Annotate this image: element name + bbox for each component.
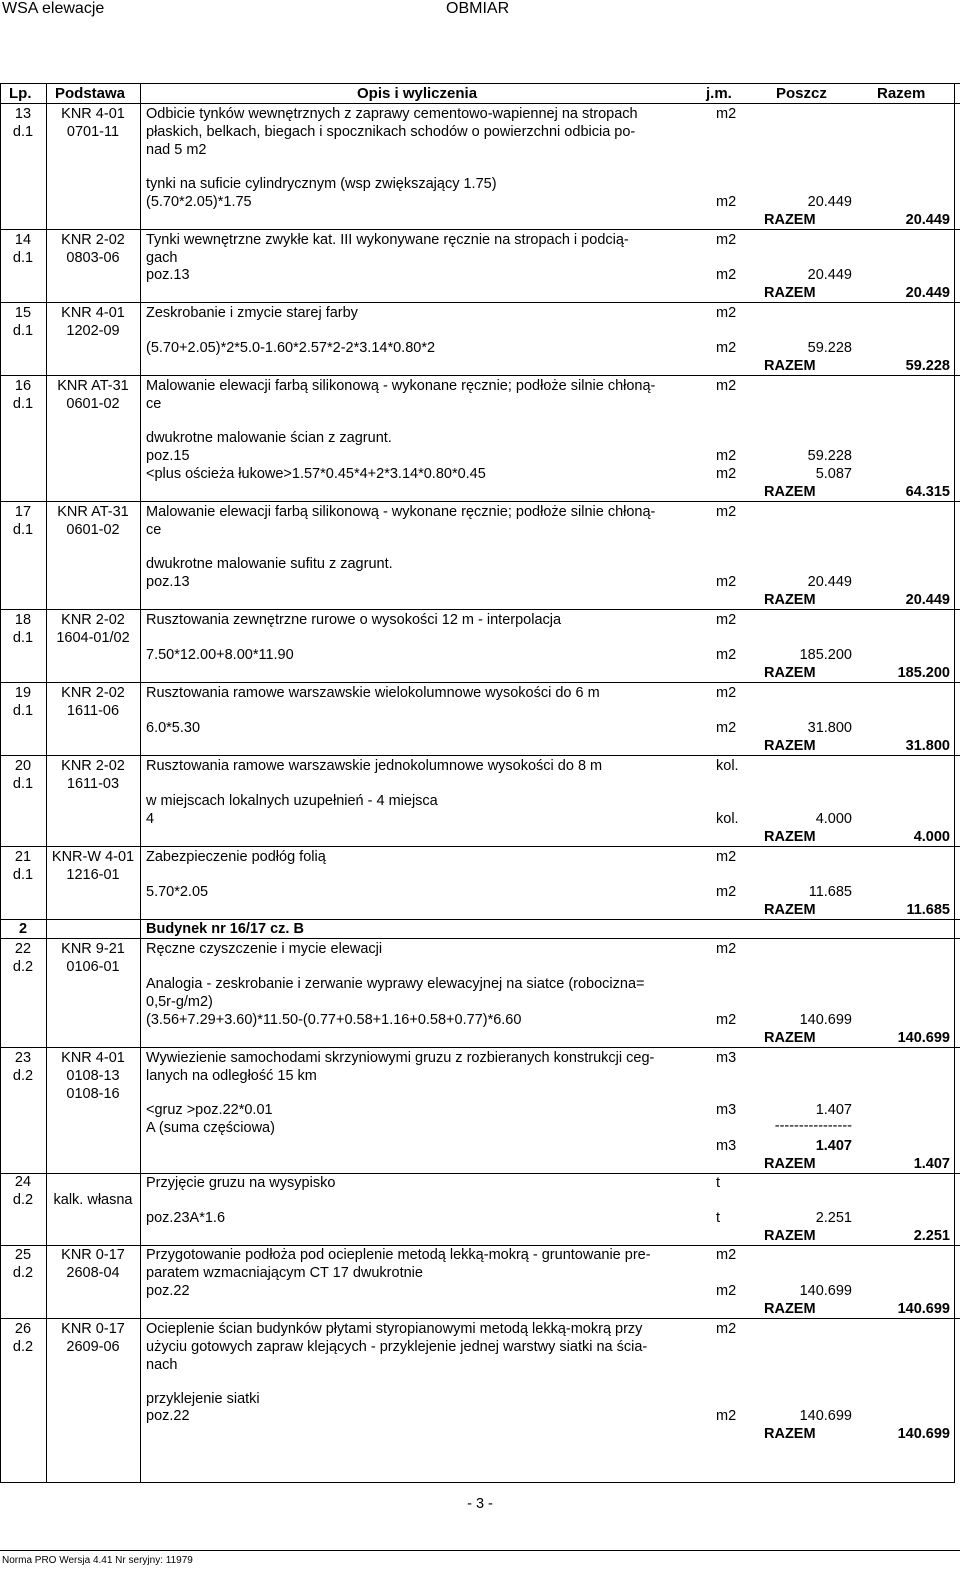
row-separator <box>0 501 960 502</box>
row-division: d.1 <box>12 396 34 412</box>
razem-value: 11.685 <box>906 902 950 918</box>
razem-label: RAZEM <box>764 285 816 301</box>
row-unit: m2 <box>716 106 737 122</box>
row-separator <box>0 1173 960 1174</box>
row-description: Zabezpieczenie podłóg folią <box>146 849 326 865</box>
razem-label: RAZEM <box>764 665 816 681</box>
row-basis-number: 2608-04 <box>66 1265 120 1281</box>
calc-formula: <plus ościeża łukowe>1.57*0.45*4+2*3.14*0.80*0.45 <box>146 466 486 482</box>
page-number: - 3 - <box>467 1496 493 1512</box>
calc-value: 4.000 <box>815 811 852 827</box>
row-basis-code: KNR 9-21 <box>61 941 125 957</box>
row-description: ce <box>146 396 162 412</box>
calc-formula: poz.22 <box>146 1408 190 1424</box>
document-title: OBMIAR <box>446 0 510 17</box>
section-title: Budynek nr 16/17 cz. B <box>146 921 304 937</box>
calc-formula: poz.22 <box>146 1283 190 1299</box>
partial-sum-label: A (suma częściowa) <box>146 1120 275 1136</box>
razem-value: 4.000 <box>913 829 950 845</box>
calc-unit: m2 <box>716 720 737 736</box>
row-lp: 24 <box>14 1174 32 1190</box>
row-description: lanych na odległość 15 km <box>146 1068 317 1084</box>
col-header-poszcz: Poszcz <box>776 85 827 102</box>
razem-value: 20.449 <box>905 285 950 301</box>
row-separator <box>0 609 960 610</box>
calc-unit: m2 <box>716 1408 737 1424</box>
row-unit: m2 <box>716 685 737 701</box>
row-basis-code: kalk. własna <box>53 1192 133 1208</box>
row-division: d.1 <box>12 630 34 646</box>
calc-note: Analogia - zeskrobanie i zerwanie wyprawy elewacyjnej na siatce (robocizna= <box>146 976 645 992</box>
calc-formula: <gruz >poz.22*0.01 <box>146 1102 273 1118</box>
razem-label: RAZEM <box>764 1156 816 1172</box>
row-description: gach <box>146 250 178 266</box>
calc-unit: t <box>716 1210 721 1226</box>
calc-value: 59.228 <box>807 340 852 356</box>
calc-note: przyklejenie siatki <box>146 1391 260 1407</box>
col-header-razem: Razem <box>877 85 926 102</box>
calc-value: 31.800 <box>807 720 852 736</box>
calc-formula: 6.0*5.30 <box>146 720 201 736</box>
row-basis-code: KNR 2-02 <box>61 232 125 248</box>
row-unit: m2 <box>716 941 737 957</box>
partial-sum-value: 1.407 <box>815 1138 852 1154</box>
calc-value: 20.449 <box>807 194 852 210</box>
row-basis-number: 0108-13 <box>66 1068 120 1084</box>
row-separator <box>0 1318 960 1319</box>
row-basis-code: KNR 2-02 <box>61 685 125 701</box>
calc-unit: m2 <box>716 194 737 210</box>
calc-formula: (3.56+7.29+3.60)*11.50-(0.77+0.58+1.16+0.58+0.77)*6.60 <box>146 1012 522 1028</box>
calc-unit: m2 <box>716 1283 737 1299</box>
row-unit: m2 <box>716 378 737 394</box>
row-basis-code: KNR-W 4-01 <box>51 849 135 865</box>
calc-value: 20.449 <box>807 267 852 283</box>
calc-unit: m2 <box>716 574 737 590</box>
row-lp: 21 <box>14 849 32 865</box>
row-lp: 18 <box>14 612 32 628</box>
row-lp: 13 <box>14 106 32 122</box>
calc-unit: m2 <box>716 647 737 663</box>
row-unit: m2 <box>716 232 737 248</box>
calc-unit: m2 <box>716 1012 737 1028</box>
row-description: paratem wzmacniającym CT 17 dwukrotnie <box>146 1265 423 1281</box>
row-description: Odbicie tynków wewnętrznych z zaprawy cementowo-wapiennej na stropach <box>146 106 638 122</box>
razem-label: RAZEM <box>764 212 816 228</box>
calc-value: 5.087 <box>815 466 852 482</box>
row-division: d.1 <box>12 703 34 719</box>
row-description: ce <box>146 522 162 538</box>
row-division: d.2 <box>12 1192 34 1208</box>
calc-formula: poz.13 <box>146 574 190 590</box>
razem-label: RAZEM <box>764 592 816 608</box>
row-separator <box>0 1047 960 1048</box>
razem-label: RAZEM <box>764 1228 816 1244</box>
row-division: d.1 <box>12 522 34 538</box>
calc-formula: poz.13 <box>146 267 190 283</box>
row-lp: 20 <box>14 758 32 774</box>
razem-label: RAZEM <box>764 829 816 845</box>
razem-label: RAZEM <box>764 1030 816 1046</box>
table-header-border <box>0 103 960 104</box>
col-header-opis: Opis i wyliczenia <box>357 85 478 102</box>
row-description: płaskich, belkach, biegach i spocznikach schodów o powierzchni odbicia po- <box>146 124 636 140</box>
row-division: d.1 <box>12 776 34 792</box>
calc-note: 0,5r-g/m2) <box>146 994 213 1010</box>
row-unit: t <box>716 1175 721 1191</box>
app-title: WSA elewacje <box>2 0 105 17</box>
calc-note: tynki na suficie cylindrycznym (wsp zwiększający 1.75) <box>146 176 497 192</box>
razem-value: 20.449 <box>905 592 950 608</box>
row-lp: 22 <box>14 941 32 957</box>
row-unit: m2 <box>716 504 737 520</box>
razem-label: RAZEM <box>764 358 816 374</box>
row-basis-number: 1216-01 <box>66 867 120 883</box>
row-description: nad 5 m2 <box>146 142 207 158</box>
row-description: Przygotowanie podłoża pod ocieplenie metodą lekką-mokrą - gruntowanie pre- <box>146 1247 651 1263</box>
razem-label: RAZEM <box>764 484 816 500</box>
row-unit: m2 <box>716 1321 737 1337</box>
footer-divider <box>0 1550 960 1551</box>
calc-formula: poz.23A*1.6 <box>146 1210 226 1226</box>
row-description: Malowanie elewacji farbą silikonową - wykonane ręcznie; podłoże silnie chłoną- <box>146 378 656 394</box>
row-basis-code: KNR 0-17 <box>61 1247 125 1263</box>
calc-unit: m2 <box>716 884 737 900</box>
row-lp: 25 <box>14 1247 32 1263</box>
calc-unit: kol. <box>716 811 739 827</box>
row-separator <box>0 375 960 376</box>
calc-value: 140.699 <box>799 1283 852 1299</box>
calc-value: 1.407 <box>815 1102 852 1118</box>
calc-value: 185.200 <box>799 647 852 663</box>
row-division: d.1 <box>12 867 34 883</box>
row-basis-number: 1604-01/02 <box>56 630 130 646</box>
row-division: d.1 <box>12 323 34 339</box>
calc-unit: m2 <box>716 466 737 482</box>
row-basis-code: KNR 4-01 <box>61 305 125 321</box>
row-separator <box>0 682 960 683</box>
row-division: d.2 <box>12 1068 34 1084</box>
row-description: Rusztowania ramowe warszawskie wielokolumnowe wysokości do 6 m <box>146 685 600 701</box>
row-division: d.2 <box>12 959 34 975</box>
calc-unit: m3 <box>716 1138 737 1154</box>
row-description: Wywiezienie samochodami skrzyniowymi gruzu z rozbieranych konstrukcji ceg- <box>146 1050 655 1066</box>
calc-note: w miejscach lokalnych uzupełnień - 4 miejsca <box>146 793 438 809</box>
row-separator <box>0 229 960 230</box>
calc-value: 59.228 <box>807 448 852 464</box>
row-basis-number: 1611-06 <box>66 703 120 719</box>
row-description: użyciu gotowych zapraw klejących - przyklejenie jednej warstwy siatki na ścia- <box>146 1339 648 1355</box>
calc-value: 11.685 <box>808 884 852 900</box>
row-description: nach <box>146 1357 178 1373</box>
row-lp: 23 <box>14 1050 32 1066</box>
table-right-border <box>954 83 955 1483</box>
row-unit: m2 <box>716 305 737 321</box>
razem-label: RAZEM <box>764 1301 816 1317</box>
razem-value: 1.407 <box>913 1156 950 1172</box>
calc-note: dwukrotne malowanie sufitu z zagrunt. <box>146 556 393 572</box>
row-separator <box>0 1245 960 1246</box>
razem-value: 64.315 <box>905 484 950 500</box>
row-description: Ręczne czyszczenie i mycie elewacji <box>146 941 383 957</box>
row-lp: 16 <box>14 378 32 394</box>
table-top-border <box>0 83 960 84</box>
section-number: 2 <box>18 921 28 937</box>
row-basis-number: 0601-02 <box>66 396 120 412</box>
row-basis-code: KNR 2-02 <box>61 612 125 628</box>
calc-unit: m2 <box>716 448 737 464</box>
col-divider-2 <box>140 83 141 1483</box>
row-description: Tynki wewnętrzne zwykłe kat. III wykonywane ręcznie na stropach i podcią- <box>146 232 629 248</box>
razem-label: RAZEM <box>764 1426 816 1442</box>
row-lp: 19 <box>14 685 32 701</box>
row-unit: m2 <box>716 612 737 628</box>
col-header-jm: j.m. <box>706 85 732 102</box>
razem-value: 140.699 <box>897 1030 950 1046</box>
razem-label: RAZEM <box>764 738 816 754</box>
row-separator <box>0 919 960 920</box>
row-separator <box>0 755 960 756</box>
calc-formula: (5.70+2.05)*2*5.0-1.60*2.57*2-2*3.14*0.80*2 <box>146 340 436 356</box>
row-basis-number: 0601-02 <box>66 522 120 538</box>
row-basis-number: 0108-16 <box>66 1086 120 1102</box>
row-basis-number: 2609-06 <box>66 1339 120 1355</box>
col-header-lp: Lp. <box>9 85 32 102</box>
row-basis-code: KNR 4-01 <box>61 106 125 122</box>
calc-formula: 4 <box>146 811 155 827</box>
row-lp: 14 <box>14 232 32 248</box>
calc-value: 140.699 <box>799 1012 852 1028</box>
row-basis-code: KNR AT-31 <box>57 504 129 520</box>
calc-value: 2.251 <box>815 1210 852 1226</box>
calc-unit: m2 <box>716 340 737 356</box>
row-description: Malowanie elewacji farbą silikonową - wykonane ręcznie; podłoże silnie chłoną- <box>146 504 656 520</box>
razem-value: 59.228 <box>905 358 950 374</box>
row-description: Ocieplenie ścian budynków płytami styropianowymi metodą lekką-mokrą przy <box>146 1321 643 1337</box>
row-basis-code: KNR 0-17 <box>61 1321 125 1337</box>
row-division: d.2 <box>12 1339 34 1355</box>
razem-value: 140.699 <box>897 1301 950 1317</box>
row-basis-code: KNR 4-01 <box>61 1050 125 1066</box>
razem-value: 2.251 <box>913 1228 950 1244</box>
row-basis-code: KNR 2-02 <box>61 758 125 774</box>
row-basis-number: 0803-06 <box>66 250 120 266</box>
row-separator <box>0 846 960 847</box>
calc-unit: m2 <box>716 267 737 283</box>
row-unit: m3 <box>716 1050 737 1066</box>
row-division: d.1 <box>12 124 34 140</box>
calc-formula: 7.50*12.00+8.00*11.90 <box>146 647 294 663</box>
row-unit: m2 <box>716 1247 737 1263</box>
calc-formula: (5.70*2.05)*1.75 <box>146 194 252 210</box>
footer-software-info: Norma PRO Wersja 4.41 Nr seryjny: 11979 <box>2 1555 193 1566</box>
row-basis-number: 0701-11 <box>66 124 120 140</box>
row-description: Rusztowania zewnętrzne rurowe o wysokości 12 m - interpolacja <box>146 612 562 628</box>
calc-unit: m3 <box>716 1102 737 1118</box>
row-basis-number: 0106-01 <box>66 959 120 975</box>
row-basis-code: KNR AT-31 <box>57 378 129 394</box>
row-lp: 15 <box>14 305 32 321</box>
calc-value: 20.449 <box>807 574 852 590</box>
row-separator <box>0 938 960 939</box>
row-description: Zeskrobanie i zmycie starej farby <box>146 305 358 321</box>
razem-value: 20.449 <box>905 212 950 228</box>
calc-formula: 5.70*2.05 <box>146 884 209 900</box>
partial-sum-divider: ---------------- <box>774 1118 852 1134</box>
row-separator <box>0 302 960 303</box>
razem-value: 185.200 <box>897 665 950 681</box>
row-lp: 17 <box>14 504 32 520</box>
row-division: d.2 <box>12 1265 34 1281</box>
calc-value: 140.699 <box>799 1408 852 1424</box>
razem-value: 31.800 <box>905 738 950 754</box>
calc-note: dwukrotne malowanie ścian z zagrunt. <box>146 430 392 446</box>
row-unit: m2 <box>716 849 737 865</box>
row-division: d.1 <box>12 250 34 266</box>
row-basis-number: 1202-09 <box>66 323 120 339</box>
col-header-podstawa: Podstawa <box>55 85 126 102</box>
row-description: Rusztowania ramowe warszawskie jednokolumnowe wysokości do 8 m <box>146 758 603 774</box>
row-description: Przyjęcie gruzu na wysypisko <box>146 1175 336 1191</box>
table-bottom-border <box>0 1482 955 1483</box>
razem-value: 140.699 <box>897 1426 950 1442</box>
row-lp: 26 <box>14 1321 32 1337</box>
calc-formula: poz.15 <box>146 448 190 464</box>
row-basis-number: 1611-03 <box>66 776 120 792</box>
razem-label: RAZEM <box>764 902 816 918</box>
row-unit: kol. <box>716 758 739 774</box>
